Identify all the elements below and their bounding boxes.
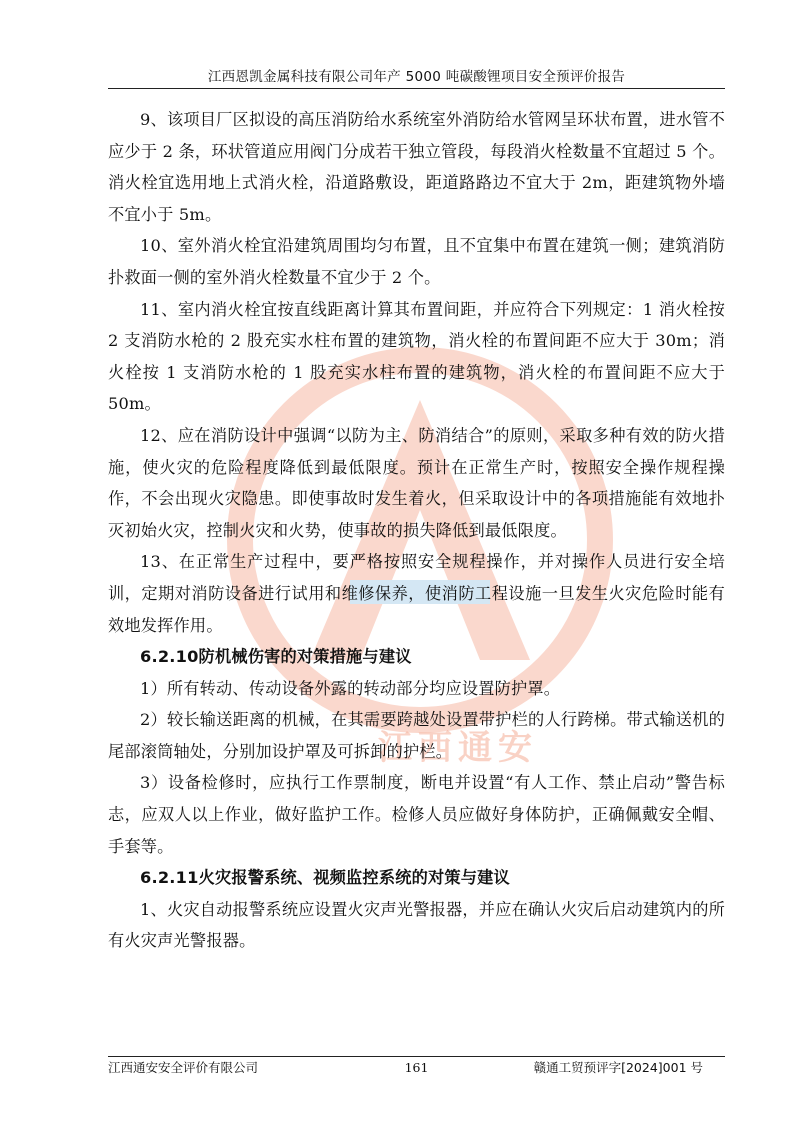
fire-alarm-item-1: 1、火灾自动报警系统应设置火灾声光警报器，并应在确认火灾后启动建筑内的所有火灾声光警报器。 bbox=[108, 899, 725, 951]
footer-doc-number: 赣通工贸预评字[2024]001 号 bbox=[533, 1060, 703, 1075]
page-header bbox=[108, 66, 725, 89]
paragraph-13: 13、在正常生产过程中，要严格按照安全规程操作，并对操作人员进行安全培训，定期对消防设备进行试用和维修保养，使消防工程设施一旦发生火灾危险时能有效地发挥作用。 bbox=[108, 552, 725, 635]
footer-company: 江西通安安全评价有限公司 bbox=[108, 1060, 259, 1075]
mech-item-3: 3）设备检修时，应执行工作票制度，断电并设置“有人工作、禁止启动”警告标志，应双人以上作业，做好监护工作。检修人员应做好身体防护，正确佩戴安全帽、手套等。 bbox=[108, 773, 725, 856]
paragraph-9: 9、该项目厂区拟设的高压消防给水系统室外消防给水管网呈环状布置，进水管不应少于 2 条，环状管道应用阀门分成若干独立管段，每段消火栓数量不宜超过 5 个。消火栓宜选用地上式消火栓，沿道路敷设，距道路路边不宜大于 2m，距建筑物外墙不宜小于 5m。 bbox=[108, 110, 725, 224]
paragraph-10: 10、室外消火栓宜沿建筑周围均匀布置，且不宜集中布置在建筑一侧；建筑消防扑救面一侧的室外消火栓数量不宜少于 2 个。 bbox=[108, 236, 725, 287]
paragraph-12: 12、应在消防设计中强调“以防为主、防消结合”的原则，采取多种有效的防火措施，使火灾的危险程度降低到最低限度。预计在正常生产时，按照安全操作规程操作，不会出现火灾隐患。即使事故时发生着火，但采取设计中的各项措施能有效地扑灭初始火灾，控制火灾和火势，使事故的损失降低到最低限度。 bbox=[108, 425, 725, 540]
section-heading-fire-alarm: 6.2.11火灾报警系统、视频监控系统的对策与建议 bbox=[140, 868, 510, 888]
watermark-text: 江西通安 bbox=[378, 728, 538, 768]
report-title: 江西恩凯金属科技有限公司年产 5000 吨碳酸锂项目安全预评价报告 bbox=[207, 69, 626, 85]
section-heading-mechanical: 6.2.10防机械伤害的对策措施与建议 bbox=[140, 647, 412, 667]
document-body bbox=[108, 104, 725, 957]
mech-item-2: 2）较长输送距离的机械，在其需要跨越处设置带护栏的人行跨梯。带式输送机的尾部滚筒轴处，分别加设护罩及可拆卸的护栏。 bbox=[108, 710, 725, 761]
paragraph-11: 11、室内消火栓宜按直线距离计算其布置间距，并应符合下列规定：1 消火栓按 2 支消防水枪的 2 股充实水柱布置的建筑物，消火栓的布置间距不应大于 30m；消火栓按 1 支消防水枪的 1 股充实水柱布置的建筑物，消火栓的布置间距不应大于 50m。 bbox=[108, 299, 725, 414]
mech-item-1: 1）所有转动、传动设备外露的转动部分均应设置防护罩。 bbox=[140, 678, 561, 698]
page-footer bbox=[108, 1056, 725, 1075]
page-number: 161 bbox=[404, 1060, 429, 1075]
